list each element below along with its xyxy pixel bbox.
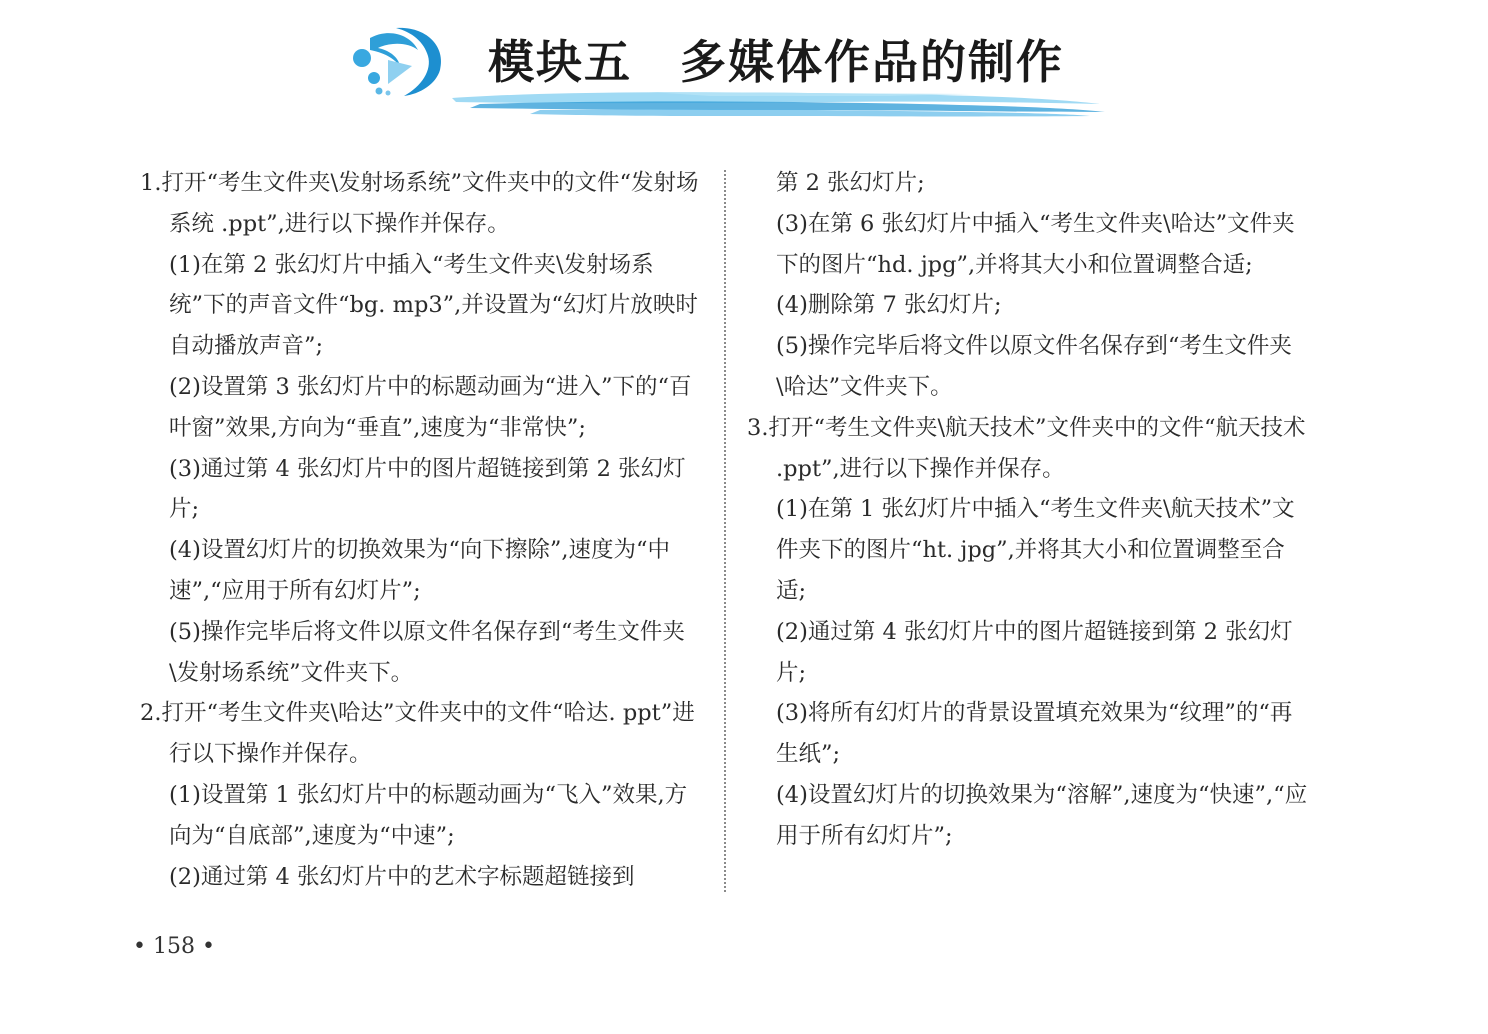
sub-step: (2)通过第 4 张幻灯片中的图片超链接到第 2 张幻灯片; [776, 618, 1293, 686]
continued-text: 第 2 张幻灯片; [776, 170, 925, 196]
right-column [747, 163, 1313, 857]
sub-step: (4)设置幻灯片的切换效果为“向下擦除”,速度为“中速”,“应用于所有幻灯片”; [169, 537, 671, 604]
sub-step: (1)在第 2 张幻灯片中插入“考生文件夹\发射场系统”下的声音文件“bg. mp3”,并设置为“幻灯片放映时自动播放声音”; [169, 251, 698, 360]
page-header [0, 0, 1488, 130]
sub-step: (1)在第 1 张幻灯片中插入“考生文件夹\航天技术”文件夹下的图片“ht. jpg”,并将其大小和位置调整至合适; [776, 496, 1295, 604]
sub-step: (1)设置第 1 张幻灯片中的标题动画为“飞入”效果,方向为“自底部”,速度为“中速”; [169, 781, 688, 849]
sub-step: (4)删除第 7 张幻灯片; [776, 292, 1002, 319]
swoosh-logo-icon [348, 20, 448, 100]
sub-step: (3)通过第 4 张幻灯片中的图片超链接到第 2 张幻灯片; [169, 455, 686, 523]
question-item: 3.打开“考生文件夹\航天技术”文件夹中的文件“航天技术 .ppt”,进行以下操作并保存。 [747, 414, 1306, 482]
sub-step: (3)在第 6 张幻灯片中插入“考生文件夹\哈达”文件夹下的图片“hd. jpg”,并将其大小和位置调整合适; [776, 210, 1295, 278]
sub-step: (4)设置幻灯片的切换效果为“溶解”,速度为“快速”,“应用于所有幻灯片”; [776, 781, 1308, 849]
page-number: • 158 • [133, 934, 215, 959]
sub-step: (5)操作完毕后将文件以原文件名保存到“考生文件夹\哈达”文件夹下。 [776, 333, 1292, 400]
sub-step: (2)设置第 3 张幻灯片中的标题动画为“进入”下的“百叶窗”效果,方向为“垂直”,速度为“非常快”; [169, 373, 692, 441]
question-item: 2.打开“考生文件夹\哈达”文件夹中的文件“哈达. ppt”进行以下操作并保存。 [140, 700, 695, 768]
question-item: 1.打开“考生文件夹\发射场系统”文件夹中的文件“发射场系统 .ppt”,进行以下操作并保存。 [140, 170, 699, 237]
left-column [140, 163, 706, 897]
sub-step: (2)通过第 4 张幻灯片中的艺术字标题超链接到 [169, 863, 635, 890]
brush-underline [450, 86, 1110, 120]
sub-step: (3)将所有幻灯片的背景设置填充效果为“纹理”的“再生纸”; [776, 700, 1293, 768]
sub-step: (5)操作完毕后将文件以原文件名保存到“考生文件夹\发射场系统”文件夹下。 [169, 618, 685, 686]
page-title: 模块五 多媒体作品的制作 [488, 35, 1064, 89]
column-divider [724, 170, 726, 892]
